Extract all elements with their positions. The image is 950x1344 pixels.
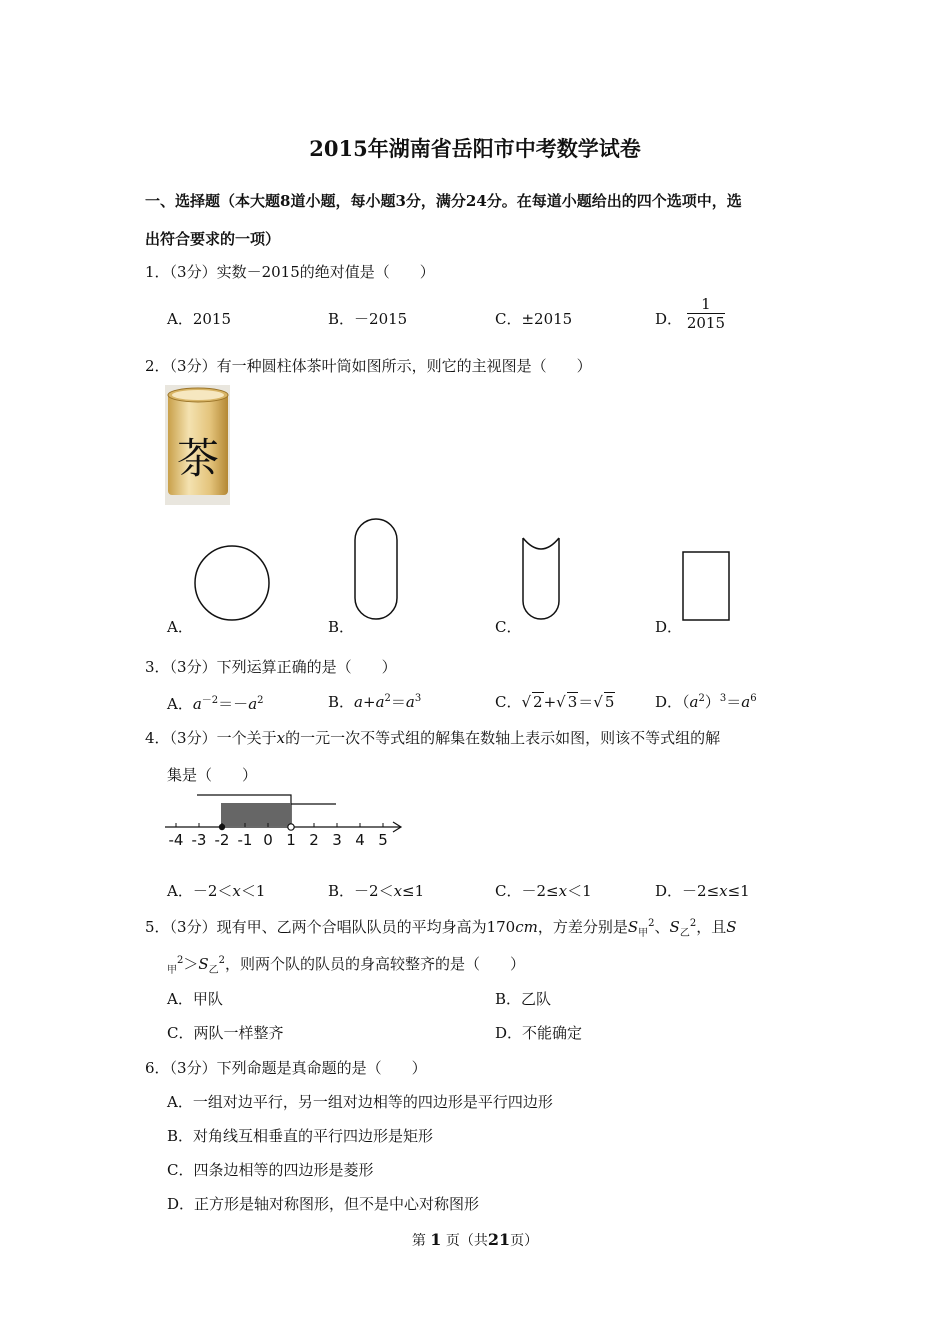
section-heading-line1: 一、选择题（本大题8道小题，每小题3分，满分24分。在每道小题给出的四个选项中，选 xyxy=(145,192,742,210)
q4-stem-var: x xyxy=(276,729,286,747)
q3-c-radicand3: 5 xyxy=(604,693,615,711)
q1-option-d xyxy=(655,294,725,332)
tea-canister-image xyxy=(165,385,230,505)
q3-a-exp: －2 xyxy=(201,695,219,706)
q5-sub2: 乙 xyxy=(679,928,690,939)
q2-option-b-label: B． xyxy=(328,618,355,636)
q3-c-plus: + xyxy=(543,693,557,711)
q4-option-a xyxy=(167,880,265,901)
q3-option-a xyxy=(167,691,264,714)
axis-tick-label: -4 xyxy=(168,831,184,849)
q4-c-pre: C．－2≤ xyxy=(495,882,559,900)
q3-b-eq: ＝ xyxy=(390,693,406,711)
q4-b-post: ≤1 xyxy=(402,882,425,900)
q3-b-var: a xyxy=(354,693,363,711)
q3-c-radicand2: 3 xyxy=(567,693,578,711)
axis-tick-label: -1 xyxy=(237,831,253,849)
axis-tick-label: 0 xyxy=(263,831,273,849)
q3-d-exp3: 3 xyxy=(719,693,727,704)
q3-a-eq: ＝－ xyxy=(218,695,249,713)
q3-option-c xyxy=(495,691,615,712)
q1-d-numerator: 1 xyxy=(687,295,725,314)
q3-a-exp2: 2 xyxy=(257,695,264,706)
q5-s2: S xyxy=(669,918,680,936)
axis-tick-label: 2 xyxy=(309,831,319,849)
q2-option-a-label: A． xyxy=(167,618,193,636)
q5-s3: S xyxy=(726,918,737,936)
q6-option-d: D．正方形是轴对称图形，但不是中心对称图形 xyxy=(167,1195,480,1213)
q4-stem-pre: 4．（3分）一个关于 xyxy=(145,729,277,747)
q1-option-a: A．2015 xyxy=(167,310,232,328)
q5-line2-sub: 甲 xyxy=(167,965,177,976)
axis-tick-label: -3 xyxy=(191,831,207,849)
q5-option-a: A．甲队 xyxy=(167,990,223,1008)
q4-option-b xyxy=(328,880,424,901)
q3-b-exp3: 3 xyxy=(414,693,422,704)
q2-option-a-circle-icon xyxy=(190,543,274,625)
q6-stem: 6．（3分）下列命题是真命题的是（ ） xyxy=(145,1059,427,1077)
q6-option-a: A．一组对边平行，另一组对边相等的四边形是平行四边形 xyxy=(167,1093,553,1111)
q5-s4: S xyxy=(198,955,209,973)
sqrt-icon: √ xyxy=(556,693,566,711)
q6-option-c: C．四条边相等的四边形是菱形 xyxy=(167,1161,374,1179)
q5-and: ，且 xyxy=(696,918,727,936)
q3-c-eq: ＝ xyxy=(578,693,594,711)
q1-option-c: C．±2015 xyxy=(495,310,573,328)
q4-option-d xyxy=(655,880,750,901)
q4-c-post: ＜1 xyxy=(567,882,592,900)
q1-option-d-label: D． xyxy=(655,310,683,328)
q4-b-pre: B．－2＜ xyxy=(328,882,394,900)
q2-stem: 2．（3分）有一种圆柱体茶叶筒如图所示，则它的主视图是（ ） xyxy=(145,357,592,375)
q5-stem-mid: ，方差分别是 xyxy=(537,918,628,936)
q4-d-post: ≤1 xyxy=(727,882,750,900)
q4-option-c xyxy=(495,880,592,901)
q5-stem-pre: 5．（3分）现有甲、乙两个合唱队队员的平均身高为170 xyxy=(145,918,516,936)
footer-pre: 第 xyxy=(411,1233,426,1249)
q3-d-eq: ＝ xyxy=(726,693,742,711)
q3-d-var6: a xyxy=(741,693,751,711)
q4-stem-line1 xyxy=(145,727,720,748)
q3-b-plus: + xyxy=(362,693,376,711)
q4-c-var: x xyxy=(558,882,568,900)
page-title: 2015年湖南省岳阳市中考数学试卷 xyxy=(309,136,641,161)
q3-d-close: ） xyxy=(704,693,720,711)
q3-c-label: C． xyxy=(495,693,522,711)
q5-sub1: 甲 xyxy=(638,928,649,939)
q5-stem-line1 xyxy=(145,916,737,939)
q3-d-exp6: 6 xyxy=(750,693,757,704)
q5-gt: ＞ xyxy=(183,955,199,973)
q1-stem: 1．（3分）实数－2015的绝对值是（ ） xyxy=(145,263,435,281)
q5-option-c: C．两队一样整齐 xyxy=(167,1024,284,1042)
q2-option-d-label: D． xyxy=(655,618,683,636)
page-footer xyxy=(0,1230,950,1250)
q6-option-b: B．对角线互相垂直的平行四边形是矩形 xyxy=(167,1127,434,1145)
q4-stem-line2: 集是（ ） xyxy=(167,766,258,784)
section-heading-line2: 出符合要求的一项） xyxy=(145,230,281,248)
q4-d-pre: D．－2≤ xyxy=(655,882,720,900)
q3-option-d xyxy=(655,691,757,712)
sqrt-icon: √ xyxy=(593,693,603,711)
q3-d-exp: 2 xyxy=(698,693,705,704)
q4-b-var: x xyxy=(393,882,403,900)
q2-option-c-label: C． xyxy=(495,618,522,636)
q2-option-d-rectangle-icon xyxy=(680,550,732,622)
q5-sep: 、 xyxy=(654,918,670,936)
q5-line2-sup2: 2 xyxy=(218,955,226,966)
axis-tick-label: 1 xyxy=(286,831,296,849)
q1-option-b: B．－2015 xyxy=(328,310,408,328)
q3-b-exp: 2 xyxy=(384,693,391,704)
q5-sup1: 2 xyxy=(648,918,655,929)
q5-stem-post: ，则两个队的队员的身高较整齐的是（ ） xyxy=(225,955,526,973)
q3-stem: 3．（3分）下列运算正确的是（ ） xyxy=(145,658,397,676)
q3-b-var2: a xyxy=(375,693,385,711)
q4-number-line-diagram xyxy=(160,790,410,852)
footer-mid: 页（共 xyxy=(445,1233,488,1249)
q5-option-d: D．不能确定 xyxy=(495,1024,583,1042)
footer-post: 页） xyxy=(510,1233,539,1249)
q4-a-post: ＜1 xyxy=(240,882,266,900)
sqrt-icon: √ xyxy=(521,693,532,711)
q3-a-var2: a xyxy=(248,695,258,713)
footer-total-pages: 21 xyxy=(487,1230,511,1249)
axis-tick-label: 3 xyxy=(332,831,342,849)
q3-b-label: B． xyxy=(328,693,355,711)
q5-sup2: 2 xyxy=(689,918,697,929)
q5-option-b: B．乙队 xyxy=(495,990,552,1008)
q5-line2-sub2: 乙 xyxy=(208,965,219,976)
q2-option-c-u-shape-icon xyxy=(518,535,564,621)
q2-option-b-capsule-icon xyxy=(350,517,402,623)
q5-s1: S xyxy=(627,918,639,936)
axis-tick-label: 4 xyxy=(355,831,365,849)
tea-character: 茶 xyxy=(176,434,220,483)
q5-unit: cm xyxy=(515,918,538,936)
footer-page-number: 1 xyxy=(430,1230,442,1249)
q3-a-var: a xyxy=(192,695,202,713)
q4-a-pre: A．－2＜ xyxy=(167,882,233,900)
axis-tick-label: 5 xyxy=(378,831,388,849)
q3-a-label: A． xyxy=(167,695,193,713)
q3-d-label: D．（ xyxy=(655,693,690,711)
q4-d-var: x xyxy=(719,882,728,900)
q3-b-var3: a xyxy=(405,693,415,711)
q3-c-radicand1: 2 xyxy=(533,693,543,711)
q4-stem-post: 的一元一次不等式组的解集在数轴上表示如图，则该不等式组的解 xyxy=(285,729,721,747)
q5-stem-line2 xyxy=(167,953,525,976)
q3-d-var: a xyxy=(689,693,699,711)
q3-option-b xyxy=(328,691,421,712)
q4-a-var: x xyxy=(232,882,241,900)
q5-line2-sup: 2 xyxy=(177,955,184,966)
q1-option-d-fraction xyxy=(687,295,725,332)
q1-d-denominator: 2015 xyxy=(686,313,725,332)
axis-tick-label: -2 xyxy=(214,831,230,849)
